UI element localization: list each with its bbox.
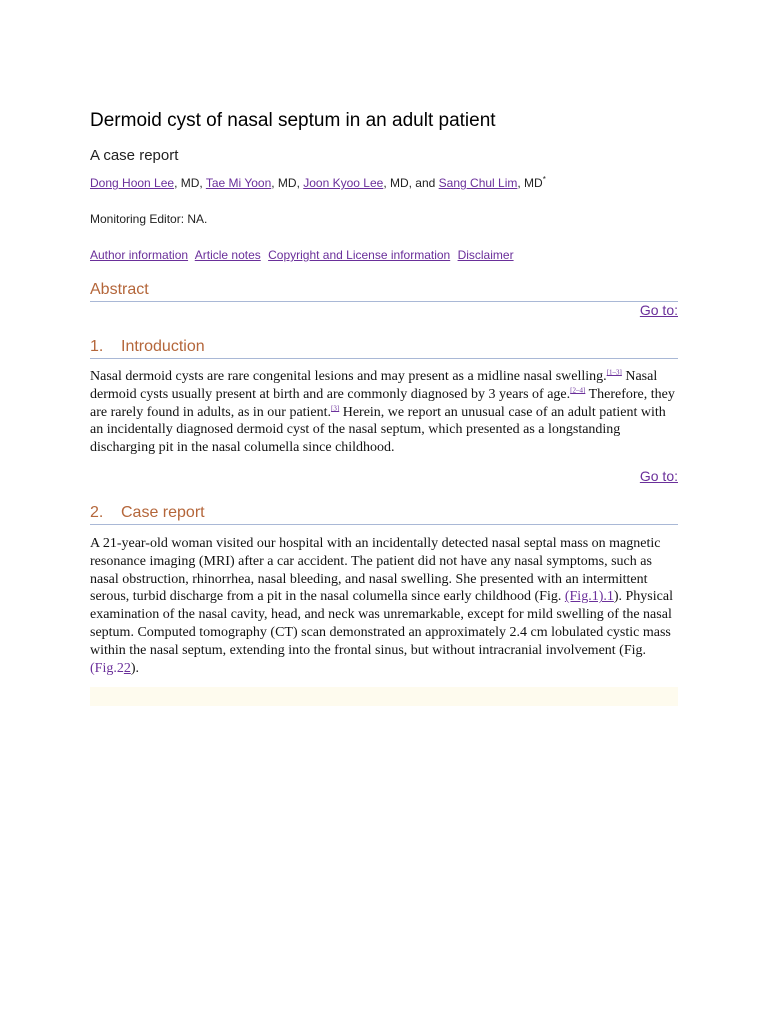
paragraph-text: ). Physical examination of the nasal cavity, head, and neck was unremarkable, except for mild swelling of the nasal septum. Computed tomography (CT) scan demonstrated an approximately 2.4 cm lobulated cystic mass within the nasal septum, extending into the frontal sinus, but without intracranial involvement (Fig. [90,589,673,658]
citation-link[interactable]: [1–3] [606,368,622,377]
article-notes-link[interactable]: Article notes [194,248,261,262]
monitoring-editor: Monitoring Editor: NA. [90,212,208,226]
author-information-link[interactable]: Author information [90,248,189,262]
author-list [90,175,546,191]
author-degree: , MD, [174,176,206,190]
goto-link[interactable]: Go to: [639,302,678,318]
introduction-paragraph [90,368,678,457]
section-title: Introduction [121,338,205,355]
disclaimer-link[interactable]: Disclaimer [457,248,514,262]
abstract-heading [90,280,678,302]
citation-link[interactable]: [3] [331,403,340,412]
paragraph-text: Herein, we report an unusual case of an adult patient with an incidentally diagnosed dermoid cyst of the nasal septum, which presented as a longstanding discharging pit in the nasal columella since childhood. [90,404,666,456]
copyright-link[interactable]: Copyright and License information [268,248,451,262]
author-degree: , MD [517,176,543,190]
author-link[interactable]: Joon Kyoo Lee [303,176,384,190]
paragraph-text: ). [130,660,140,676]
abstract-title: Abstract [90,281,149,298]
case-report-paragraph [90,535,678,677]
figure-2-ref[interactable]: 2 [123,660,131,676]
introduction-heading [90,337,678,359]
goto-link[interactable]: Go to: [639,468,678,484]
article-title: Dermoid cyst of nasal septum in an adult patient [90,110,496,131]
author-link[interactable]: Sang Chul Lim [438,176,518,190]
article-info-links [90,247,518,263]
corresponding-author-mark[interactable]: * [542,175,546,184]
section-title: Case report [121,504,205,521]
paragraph-text: Nasal dermoid cysts are rare congenital lesions and may present as a midline nasal swelling. [90,369,607,384]
paragraph-text: Therefore, they are rarely found in adults, as in our patient. [90,386,675,420]
section-number: 1. [90,338,104,355]
paragraph-text: Nasal dermoid cysts usually present at birth and are commonly diagnosed by 3 years of age. [90,369,658,402]
author-degree: , MD, and [383,176,439,190]
paragraph-text: A 21-year-old woman visited our hospital with an incidentally detected nasal septal mass on magnetic resonance imaging (MRI) after a car accident. The patient did not have any nasal symptoms, such as nasal obstruction, rhinorrhea, nasal bleeding, and nasal swelling. She presented with an intermittent serous, turbid discharge from a pit in the nasal columella since early childhood (Fig. [90,536,661,605]
citation-link[interactable]: [2–4] [570,386,586,395]
author-link[interactable]: Dong Hoon Lee [90,176,175,190]
highlight-bar [90,687,678,706]
author-link[interactable]: Tae Mi Yoon [205,176,272,190]
article-subtitle: A case report [90,147,179,164]
figure-2-link[interactable]: (Fig.2 [90,660,124,676]
case-report-heading [90,503,678,525]
section-number: 2. [90,504,104,521]
author-degree: , MD, [271,176,304,190]
figure-1-link[interactable]: (Fig.1).1 [564,589,614,605]
